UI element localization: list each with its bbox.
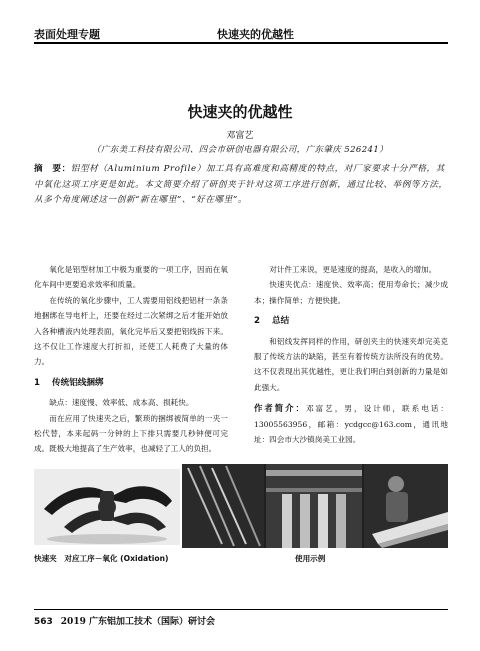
footer-divider — [34, 609, 448, 610]
article-affiliation: （广东美工科技有限公司、四会市研创电器有限公司，广东肇庆 526241） — [91, 145, 389, 155]
article-author: 邓富艺 — [226, 131, 254, 141]
figure-caption-right: 使用示例 — [295, 554, 326, 563]
intro-paragraph-2: 在传统的氧化步骤中，工人需要用铝线把铝材一条条地捆绑在导电杆上，还要在经过二次紧绑之后才能开始放入各种槽液内处理表面，氧化完毕后又要把铝线拆下来。这不仅让工作速度大打折扣，还使工人耗费了大量的体力。 — [34, 295, 228, 367]
right-paragraph-1: 对计件工来说，更是速度的提高，是收入的增加。 — [269, 265, 437, 274]
page-footer — [34, 614, 215, 627]
section-2-number: 2 — [254, 316, 260, 327]
section-1-paragraph-1: 缺点：速度慢、效率低、成本高、损耗快。 — [49, 398, 194, 408]
section-2-paragraph-1: 和铝线发挥同样的作用，研创夹主的快速夹却完美克服了传统方法的缺陷，甚至有着传统方法所没有的优势。这不仅表现出其优越性，更让我们明白到创新的力量是如此强大。 — [254, 336, 448, 392]
abstract — [34, 162, 448, 209]
header-section: 表面处理专题 — [34, 28, 100, 41]
article-title: 快速夹的优越性 — [187, 103, 293, 121]
header-topic: 快速夹的优越性 — [217, 28, 294, 41]
author-bio-label: 作者简介： — [254, 403, 306, 414]
right-paragraph-2: 快速夹优点：速度快、效率高；使用寿命长；减少成本；操作简单；方便快捷。 — [254, 280, 448, 305]
journal-name: 2019 广东铝加工技术（国际）研讨会 — [60, 617, 215, 627]
header-divider — [34, 42, 448, 44]
running-header — [34, 26, 448, 42]
section-1-title: 传统铝线捆绑 — [52, 377, 104, 388]
page-number: 563 — [34, 617, 53, 627]
section-2-title: 总结 — [272, 316, 290, 327]
abstract-text: 铝型材（Aluminium Profile）加工具有高难度和高精度的特点，对厂家要求十分严格，其中氧化这项工序更是如此。本文简要介绍了研创夹于针对这项工序进行创新，通过比较、举例等方法，从多个角度阐述这一创新“新在哪里”、“好在哪里”。 — [34, 164, 448, 205]
figure-caption-left: 快速夹 对应工序－氧化 (Oxidation) — [34, 554, 169, 563]
section-1-number: 1 — [34, 377, 40, 388]
section-1-heading — [34, 376, 228, 391]
section-1-paragraph-2: 而在应用了快速夹之后，繁琐的捆绑被简单的一夹一松代替，本来起码一分钟的上下排只需要几秒钟便可完成。既极大地提高了生产效率，也减轻了工人的负担。 — [34, 413, 228, 454]
abstract-label: 摘 要： — [34, 164, 71, 174]
author-bio — [254, 401, 448, 447]
usage-example-photo — [182, 464, 448, 548]
right-column — [254, 262, 448, 447]
section-2-heading — [254, 314, 448, 329]
quick-clamp-photo — [34, 469, 180, 545]
intro-paragraph-1: 氧化是铝型材加工中极为重要的一项工序，因而在氧化车间中更要追求效率和质量。 — [34, 265, 228, 290]
left-column — [34, 262, 228, 457]
quick-clamp-illustration — [34, 469, 180, 545]
author-bio-text: 邓富艺，男，设计师，联系电话：13005563956，邮箱：ycdgcc@163.com，通讯地址：四会市大沙镇岗美工业园。 — [254, 404, 449, 445]
usage-example-illustration — [182, 464, 448, 548]
